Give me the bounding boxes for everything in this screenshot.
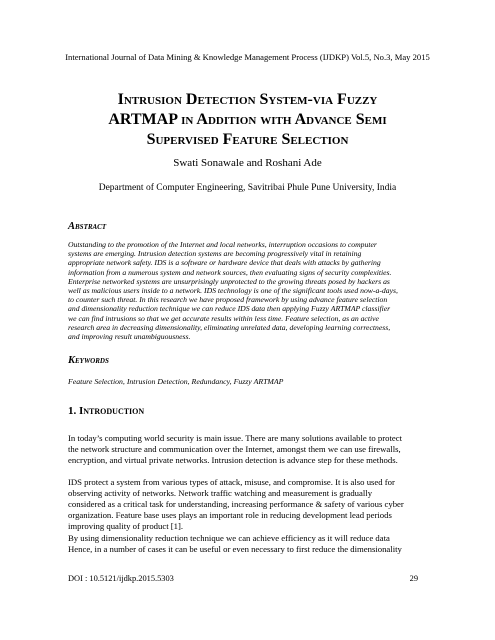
paragraph-line: IDS protect a system from various types of attack, misuse, and compromise. It is also used for	[68, 477, 395, 487]
paragraph-line: the network structure and communication over the Internet, amongst them we can use firewalls,	[68, 444, 401, 454]
abstract-line: and improving result unambiguousness.	[68, 332, 191, 342]
journal-header: International Journal of Data Mining & Knowledge Management Process (IJDKP) Vol.5, No.3, May 2015	[65, 52, 430, 62]
title-line: ARTMAP in Addition with Advance Semi	[108, 111, 387, 128]
abstract-line: Outstanding to the promotion of the Internet and local networks, interruption occasions to computer	[68, 240, 377, 249]
doi: DOI : 10.5121/ijdkp.2015.5303	[68, 574, 174, 583]
paragraph-line: observing activity of networks. Network traffic watching and measurement is gradually	[68, 488, 373, 498]
paper-title	[55, 90, 440, 150]
abstract-line: Enterprise networked systems are unsurprisingly unprotected to the growing threats posed by hackers as	[68, 276, 390, 286]
keywords-text: Feature Selection, Intrusion Detection, Redundancy, Fuzzy ARTMAP	[68, 377, 284, 386]
affiliation: Department of Computer Engineering, Savitribai Phule Pune University, India	[98, 183, 397, 193]
paragraph-line: improving quality of product [1].	[68, 521, 184, 531]
abstract-line: well as malicious users inside to a network. IDS technology is one of the significant tools used now-a-days,	[68, 286, 398, 296]
abstract-heading: Abstract	[68, 221, 107, 232]
paragraph-line: encryption, and virtual private networks. Intrusion detection is advance step for these methods.	[68, 455, 398, 465]
paragraph-line: considered as a critical task for understanding, increasing performance & safety of various cyber	[68, 499, 404, 509]
authors: Swati Sonawale and Roshani Ade	[173, 157, 322, 169]
title-line: Intrusion Detection System-via Fuzzy	[117, 91, 378, 108]
abstract-line: systems are emerging. Intrusion detection systems are becoming progressively vital in retaining	[68, 249, 362, 259]
paragraph-line: organization. Feature base uses plays an important role in reducing development lead periods	[68, 510, 392, 520]
title-line: Supervised Feature Selection	[146, 131, 349, 148]
page-number: 29	[409, 574, 418, 583]
paragraph-line: By using dimensionality reduction technique we can achieve efficiency as it will reduce data	[68, 533, 390, 543]
abstract-body	[68, 240, 428, 341]
paragraph-line: In today’s computing world security is main issue. There are many solutions available to protect	[68, 433, 402, 443]
intro-paragraph-2	[68, 477, 430, 532]
intro-paragraph-3	[68, 533, 430, 555]
abstract-line: and dimensionality reduction technique we can reduce IDS data then applying Fuzzy ARTMAP classifier	[68, 304, 391, 314]
keywords-heading: Keywords	[68, 355, 109, 366]
introduction-heading: 1. Introduction	[68, 405, 145, 417]
abstract-line: we can find intrusions so that we get accurate results within less time. Feature selection, as an active	[68, 313, 379, 323]
paragraph-line: Hence, in a number of cases it can be useful or even necessary to first reduce the dimensionality	[68, 544, 402, 554]
intro-paragraph-1	[68, 433, 430, 466]
abstract-line: to counter such threat. In this research we have proposed framework by using advance feature selection	[68, 295, 388, 305]
abstract-line: information from a numerous system and network sources, then evaluating signs of security complexities.	[68, 267, 392, 277]
abstract-line: research area in decreasing dimensionality, eliminating unrelated data, developing learning correctness,	[68, 322, 391, 332]
abstract-line: appropriate network safety. IDS is a software or hardware device that deals with attacks by gathering	[68, 258, 381, 268]
